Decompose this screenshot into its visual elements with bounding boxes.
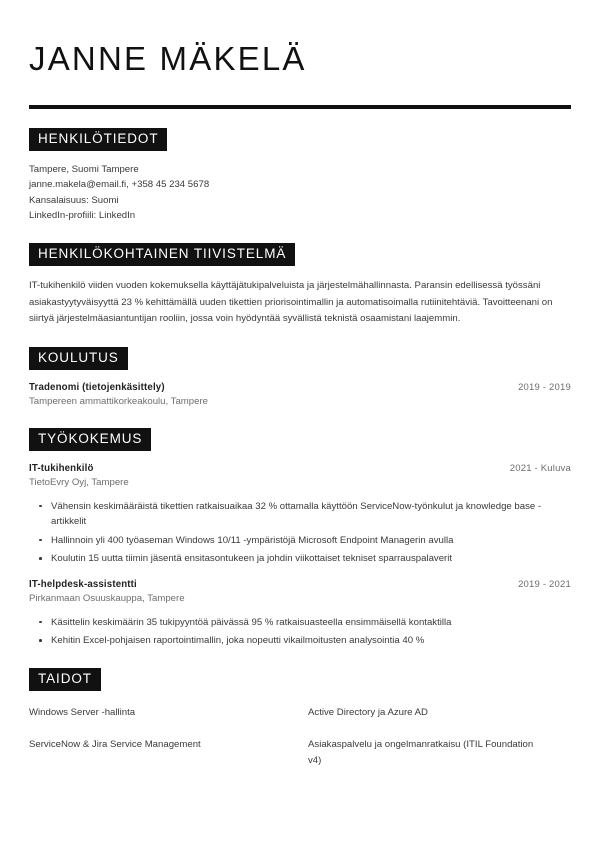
education-dates: 2019 - 2019 [518, 381, 571, 393]
skills-grid [29, 705, 571, 768]
skill-item: Active Directory ja Azure AD [308, 707, 428, 719]
page-title: JANNE MÄKELÄ [29, 40, 307, 77]
contact-line-location: Tampere, Suomi Tampere [29, 163, 139, 175]
education-entry [29, 382, 571, 409]
experience-entry-header [29, 579, 571, 590]
experience-job-title: IT-tukihenkilö [29, 462, 94, 474]
summary-text: IT-tukihenkilö viiden vuoden kokemuksella käyttäjätukipalveluista ja järjestelmähallinnasta. Paransin edellisessä työssäni asiakastyytyväisyyttä 23 % kehittämällä uuden tikettien priorisointimallin ja automatisoimalla rutiinitehtäviä. Tavoitteenani on siirtyä järjestelmäasiantuntijan rooliin, jossa voin hyödyntää syvällistä teknistä osaamistani laajemmin. [29, 280, 553, 325]
experience-employer: Pirkanmaan Osuuskauppa, Tampere [29, 592, 185, 604]
experience-bullet-list [29, 499, 571, 567]
skill-item: ServiceNow & Jira Service Management [29, 739, 201, 751]
contact-line-linkedin[interactable]: LinkedIn-profiili: LinkedIn [29, 210, 136, 222]
education-institution: Tampereen ammattikorkeakoulu, Tampere [29, 395, 208, 407]
section-summary [29, 243, 571, 328]
experience-entry [29, 463, 571, 567]
experience-employer: TietoEvry Oyj, Tampere [29, 476, 129, 488]
list-item: Kehitin Excel-pohjaisen raportointimallin, joka nopeutti vikailmoitusten analysointia 40 % [51, 633, 571, 649]
list-item: Koulutin 15 uutta tiimin jäsentä ensitasontukeen ja johdin viikottaiset tekniset sparrauspalaverit [51, 551, 571, 567]
header-divider [29, 105, 571, 109]
contact-line-nationality: Kansalaisuus: Suomi [29, 194, 119, 206]
experience-entry [29, 579, 571, 649]
section-heading-summary: HENKILÖKOHTAINEN TIIVISTELMÄ [29, 243, 295, 266]
section-skills [29, 668, 571, 768]
section-personal-details [29, 128, 571, 224]
education-degree: Tradenomi (tietojenkäsittely) [29, 381, 165, 393]
section-heading-skills: TAIDOT [29, 668, 101, 691]
experience-bullet-list [29, 615, 571, 649]
experience-dates: 2019 - 2021 [518, 578, 571, 590]
education-entry-header [29, 382, 571, 393]
resume-header [29, 0, 571, 77]
experience-dates: 2021 - Kuluva [509, 462, 571, 474]
list-item: Hallinnoin yli 400 työaseman Windows 10/11 -ympäristöjä Microsoft Endpoint Managerin avulla [51, 533, 571, 549]
list-item: Vähensin keskimääräistä tikettien ratkaisuaikaa 32 % ottamalla käyttöön ServiceNow-työnkulut ja knowledge base -artikkelit [51, 499, 571, 530]
experience-job-title: IT-helpdesk-assistentti [29, 578, 137, 590]
skill-item: Asiakaspalvelu ja ongelmanratkaisu (ITIL Foundation v4) [308, 739, 534, 766]
section-heading-education: KOULUTUS [29, 347, 128, 370]
experience-entry-header [29, 463, 571, 474]
section-heading-experience: TYÖKOKEMUS [29, 428, 151, 451]
section-heading-personal-details: HENKILÖTIEDOT [29, 128, 167, 151]
contact-line-email-phone[interactable]: janne.makela@email.fi, +358 45 234 5678 [29, 179, 210, 191]
skill-item: Windows Server -hallinta [29, 707, 136, 719]
contact-block [29, 162, 571, 224]
section-education [29, 347, 571, 409]
section-experience [29, 428, 571, 649]
list-item: Käsittelin keskimäärin 35 tukipyyntöä päivässä 95 % ratkaisuasteella ensimmäisellä kontaktilla [51, 615, 571, 631]
